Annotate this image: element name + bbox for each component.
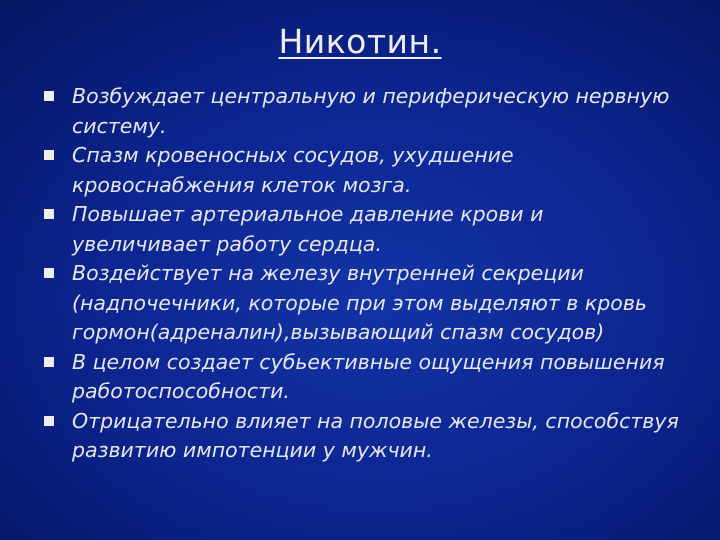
bullet-text: Отрицательно влияет на половые железы, способствуя развитию импотенции у мужчин.: [72, 408, 679, 462]
slide-title: Никотин.: [278, 22, 442, 61]
bullet-item: [40, 200, 680, 259]
square-bullet-icon: [44, 268, 54, 278]
bullet-text: Повышает артериальное давление крови и увеличивает работу сердца.: [72, 202, 544, 256]
square-bullet-icon: [44, 150, 54, 160]
bullet-item: [40, 407, 680, 466]
bullet-list: [40, 82, 680, 466]
bullet-item: [40, 82, 680, 141]
bullet-item: [40, 259, 680, 348]
bullet-item: [40, 348, 680, 407]
bullet-text: Воздействует на железу внутренней секреции (надпочечники, которые при этом выделяют в кровь гормон(адреналин),вызывающий спазм сосудов): [72, 261, 647, 344]
bullet-text: Спазм кровеносных сосудов, ухудшение кровоснабжения клеток мозга.: [72, 143, 514, 197]
square-bullet-icon: [44, 209, 54, 219]
square-bullet-icon: [44, 357, 54, 367]
bullet-text: Возбуждает центральную и периферическую нервную систему.: [72, 84, 670, 138]
bullet-text: В целом создает субьективные ощущения повышения работоспособности.: [72, 349, 665, 403]
square-bullet-icon: [44, 91, 54, 101]
square-bullet-icon: [44, 416, 54, 426]
bullet-item: [40, 141, 680, 200]
